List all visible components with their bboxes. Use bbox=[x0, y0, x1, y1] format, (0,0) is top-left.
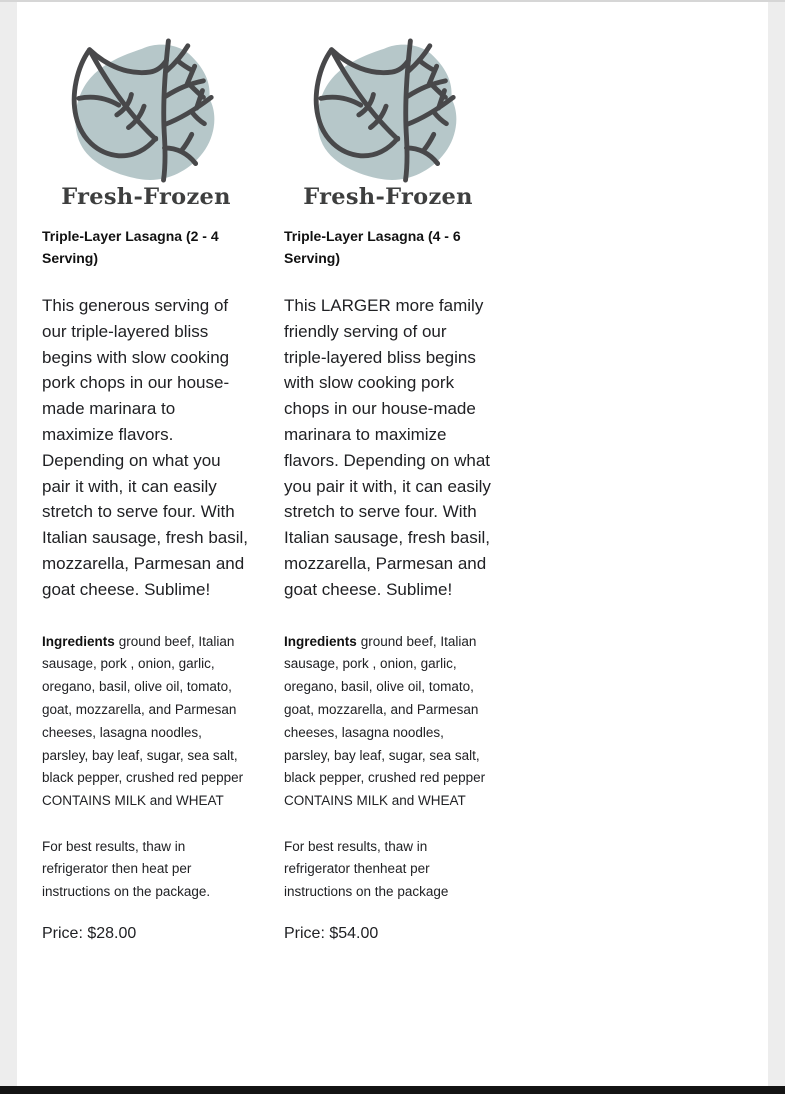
brand-logo bbox=[42, 38, 250, 209]
product-title: Triple-Layer Lasagna (4 - 6 Serving) bbox=[284, 228, 461, 266]
product-title: Triple-Layer Lasagna (2 - 4 Serving) bbox=[42, 228, 219, 266]
product-instructions: For best results, thaw in refrigerator then heat per instructions on the package. bbox=[42, 838, 211, 899]
leaf-logo-icon bbox=[310, 38, 466, 184]
brand-wordmark: Fresh-Frozen bbox=[303, 184, 473, 210]
brand-logo bbox=[284, 38, 492, 209]
ingredients-text: ground beef, Italian sausage, pork , onion, garlic, oregano, basil, olive oil, tomato, goat, mozzarella, and Parmesan cheeses, lasagna noodles, parsley, bay leaf, sugar, sea salt, black pepper, crushed red pepper CONTAINS MILK and WHEAT bbox=[42, 633, 244, 809]
product-columns bbox=[17, 2, 768, 943]
ingredients-label: Ingredients bbox=[284, 633, 357, 649]
content-card bbox=[17, 2, 768, 1086]
bottom-bar bbox=[0, 1086, 785, 1094]
brand-wordmark: Fresh-Frozen bbox=[61, 184, 231, 210]
product-price: Price: $54.00 bbox=[284, 925, 379, 943]
product-ingredients bbox=[42, 631, 250, 813]
product-card bbox=[267, 38, 509, 943]
product-price: Price: $28.00 bbox=[42, 925, 137, 943]
product-description: This generous serving of our triple-layered bliss begins with slow cooking pork chops in our house-made marinara to maximize flavors. Depending on what you pair it with, it can easily stretch to serve four. With Italian sausage, fresh basil, mozzarella, Parmesan and goat cheese. Sublime! bbox=[42, 296, 249, 599]
product-description: This LARGER more family friendly serving of our triple-layered bliss begins with slow cooking pork chops in our house-made marinara to maximize flavors. Depending on what you pair it with, it can easily stretch to serve four. With Italian sausage, fresh basil, mozzarella, Parmesan and goat cheese. Sublime! bbox=[284, 296, 491, 599]
ingredients-text: ground beef, Italian sausage, pork , onion, garlic, oregano, basil, olive oil, tomato, goat, mozzarella, and Parmesan cheeses, lasagna noodles, parsley, bay leaf, sugar, sea salt, black pepper, crushed red pepper CONTAINS MILK and WHEAT bbox=[284, 633, 486, 809]
product-card bbox=[25, 38, 267, 943]
product-instructions: For best results, thaw in refrigerator thenheat per instructions on the package bbox=[284, 838, 449, 899]
ingredients-label: Ingredients bbox=[42, 633, 115, 649]
product-ingredients bbox=[284, 631, 492, 813]
leaf-logo-icon bbox=[68, 38, 224, 184]
